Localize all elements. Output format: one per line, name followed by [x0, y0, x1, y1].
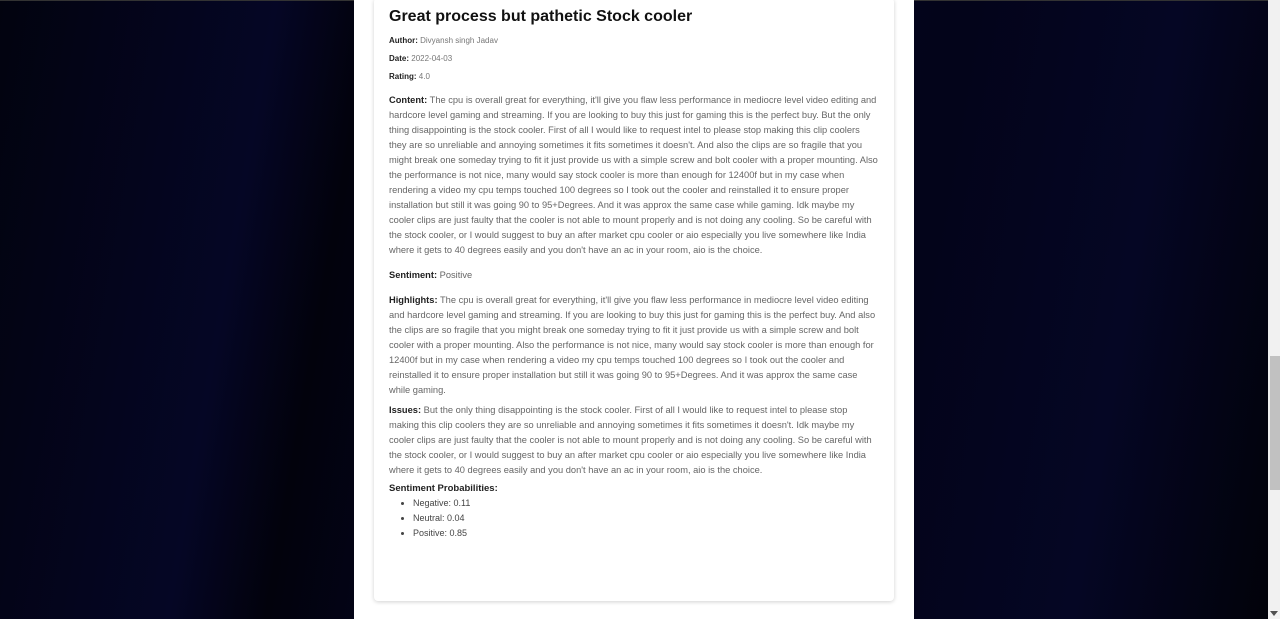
probability-negative: • Negative: 0.11 — [413, 496, 879, 511]
review-content — [389, 93, 879, 258]
content-label: Content: — [389, 95, 428, 105]
scroll-down-arrow-icon[interactable] — [1270, 611, 1278, 616]
rating-value: 4.0 — [418, 72, 430, 81]
probabilities-list — [389, 496, 879, 541]
author-value: Divyansh singh Jadav — [420, 36, 498, 45]
review-sentiment — [389, 268, 879, 283]
content-text: The cpu is overall great for everything, it'll give you flaw less performance in mediocre level video editing and hardcore level gaming and streaming. If you are looking to buy this just for gaming this is the perfect buy. But the only thing disappointing is the stock cooler. First of all I would like to request intel to please stop making this clip coolers they are so unreliable and annoying sometimes it fits sometimes it doesn't. And also the clips are so fragile that you might break one someday trying to fit it just provide us with a simple screw and bolt cooler with a proper mounting. Also the performance is not nice, many would say stock cooler is more than enough for 12400f but in my case when rendering a video my cpu temps touched 100 degrees so I took out the cooler and reinstalled it to ensure proper installation but still it was going 90 to 95+Degrees. And it was approx the same case while gaming. Idk maybe my cooler clips are just faulty that the cooler is not able to mount properly and is not doing any cooling. So be careful with the stock cooler, or I would suggest to buy an after market cpu cooler or aio especially you live somewhere like India where it gets to 40 degrees easily and you don't have an ac in your room, aio is the choice. — [389, 95, 878, 255]
date-value: 2022-04-03 — [411, 54, 453, 63]
review-date — [389, 54, 879, 63]
review-title: Great process but pathetic Stock cooler — [389, 8, 693, 25]
issues-label: Issues: — [389, 405, 422, 415]
rating-label: Rating: — [389, 72, 417, 81]
date-label: Date: — [389, 54, 410, 63]
sentiment-label: Sentiment: — [389, 270, 438, 280]
probability-neutral: • Neutral: 0.04 — [413, 511, 879, 526]
highlights-label: Highlights: — [389, 295, 438, 305]
review-rating — [389, 72, 879, 81]
issues-text: But the only thing disappointing is the stock cooler. First of all I would like to request intel to please stop making this clip coolers they are so unreliable and annoying sometimes it fits sometimes it doesn't. Idk maybe my cooler clips are just faulty that the cooler is not able to mount properly and is not doing any cooling. So be careful with the stock cooler, or I would suggest to buy an after market cpu cooler or aio especially you live somewhere like India where it gets to 40 degrees easily and you don't have an ac in your room, aio is the choice. — [389, 405, 872, 475]
review-card — [374, 0, 894, 601]
probabilities-title: Sentiment Probabilities: — [389, 483, 498, 494]
review-highlights — [389, 293, 879, 398]
author-label: Author: — [389, 36, 418, 45]
content-panel — [354, 0, 914, 619]
page-scrollbar[interactable] — [1268, 0, 1280, 619]
highlights-text: The cpu is overall great for everything, it'll give you flaw less performance in mediocre level video editing and hardcore level gaming and streaming. If you are looking to buy this just for gaming this is the perfect buy. And also the clips are so fragile that you might break one someday trying to fit it just provide us with a simple screw and bolt cooler with a proper mounting. Also the performance is not nice, many would say stock cooler is more than enough for 12400f but in my case when rendering a video my cpu temps touched 100 degrees so I took out the cooler and reinstalled it to ensure proper installation but still it was going 90 to 95+Degrees. And it was approx the same case while gaming. — [389, 295, 876, 395]
review-author — [389, 36, 879, 45]
review-issues — [389, 403, 879, 478]
scrollbar-thumb[interactable] — [1270, 356, 1280, 490]
probability-positive: • Positive: 0.85 — [413, 526, 879, 541]
sentiment-value: Positive — [439, 270, 473, 280]
